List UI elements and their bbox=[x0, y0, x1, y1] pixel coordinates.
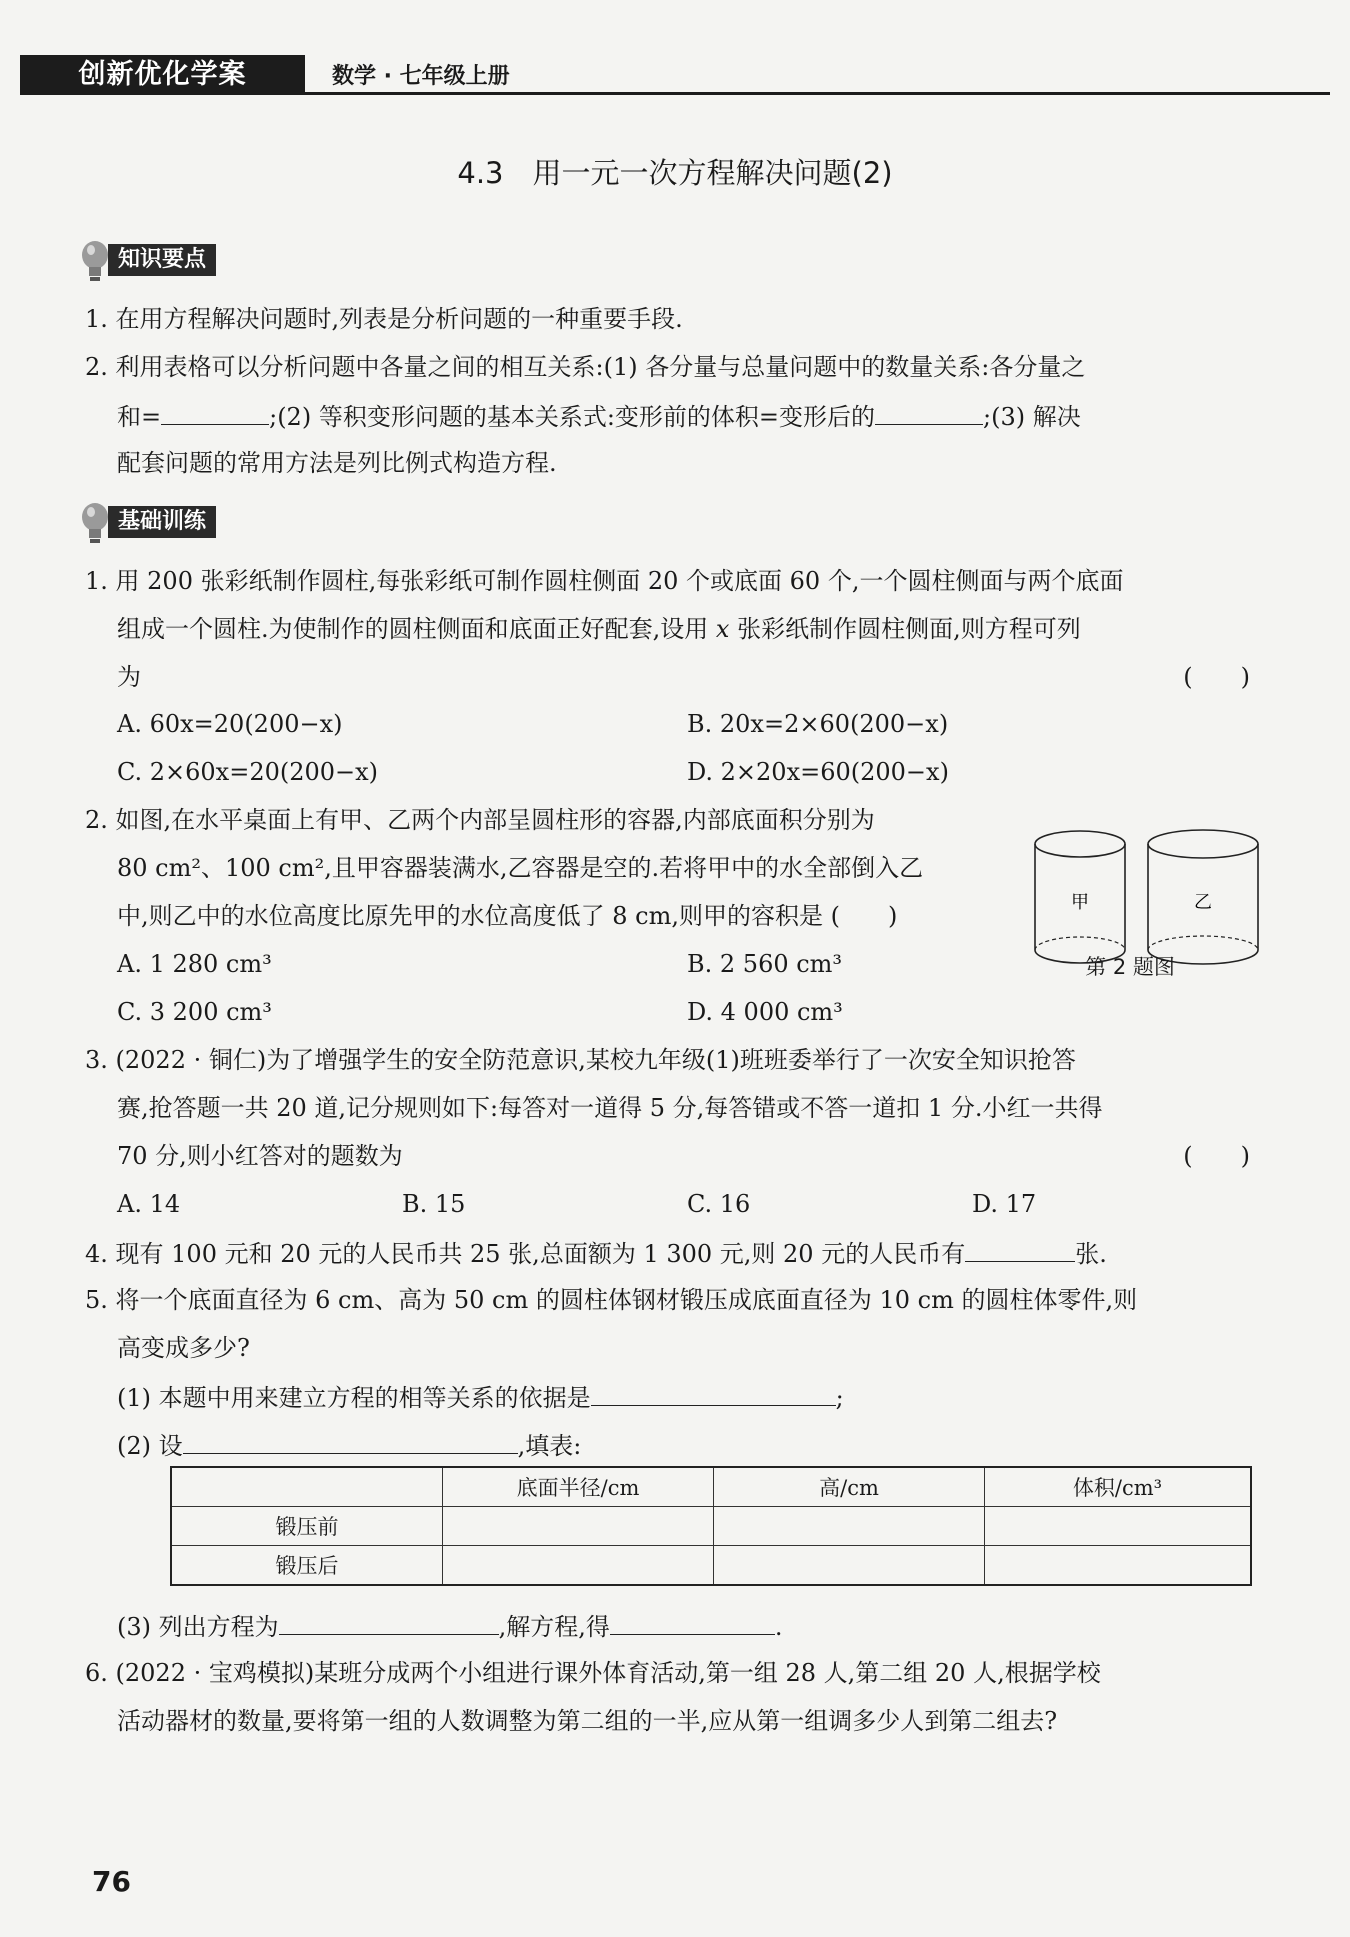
section-label: 基础训练 bbox=[108, 506, 216, 538]
knowledge-point-2-line3: 配套问题的常用方法是列比例式构造方程. bbox=[117, 449, 557, 477]
table-input-cell[interactable] bbox=[985, 1507, 1252, 1546]
answer-blank[interactable] bbox=[610, 1608, 775, 1635]
text: ; bbox=[835, 1384, 844, 1412]
fill-in-table bbox=[170, 1466, 1252, 1586]
figure-caption: 第 2 题图 bbox=[1085, 955, 1175, 979]
q5-sub-3 bbox=[117, 1608, 783, 1644]
text: (1) 本题中用来建立方程的相等关系的依据是 bbox=[117, 1384, 591, 1412]
text: ,填表: bbox=[517, 1432, 582, 1460]
text: . bbox=[774, 1613, 783, 1641]
q3-option-b[interactable]: B. 15 bbox=[402, 1190, 466, 1218]
q2-option-d[interactable]: D. 4 000 cm³ bbox=[687, 998, 843, 1026]
cylinder-label-yi: 乙 bbox=[1194, 892, 1212, 913]
q1-answer-paren[interactable]: ( ) bbox=[1183, 663, 1250, 691]
cylinder-jia bbox=[1035, 831, 1125, 963]
cylinder-yi bbox=[1148, 830, 1258, 964]
lesson-title: 4.3 用一元一次方程解决问题(2) bbox=[457, 156, 893, 190]
q3-answer-paren[interactable]: ( ) bbox=[1183, 1142, 1250, 1170]
table-input-cell[interactable] bbox=[714, 1507, 985, 1546]
text: (3) 列出方程为 bbox=[117, 1613, 279, 1641]
variable: x bbox=[715, 615, 730, 643]
q1-option-c[interactable]: C. 2×60x=20(200−x) bbox=[117, 758, 379, 786]
q6-line-1: 6. (2022 · 宝鸡模拟)某班分成两个小组进行课外体育活动,第一组 28 人,第二组 20 人,根据学校 bbox=[85, 1659, 1101, 1687]
q1-line-2 bbox=[117, 612, 1081, 646]
table-header-cell: 高/cm bbox=[714, 1467, 985, 1507]
knowledge-point-1: 1. 在用方程解决问题时,列表是分析问题的一种重要手段. bbox=[85, 305, 683, 333]
text: 4. 现有 100 元和 20 元的人民币共 25 张,总面额为 1 300 元,则 20 元的人民币有 bbox=[85, 1240, 966, 1268]
table-header-cell: 底面半径/cm bbox=[443, 1467, 714, 1507]
q2-line-1: 2. 如图,在水平桌面上有甲、乙两个内部呈圆柱形的容器,内部底面积分别为 bbox=[85, 806, 875, 834]
q6-line-2: 活动器材的数量,要将第一组的人数调整为第二组的一半,应从第一组调多少人到第二组去? bbox=[117, 1707, 1058, 1735]
text: ;(3) 解决 bbox=[983, 403, 1081, 431]
q1-option-b[interactable]: B. 20x=2×60(200−x) bbox=[687, 710, 949, 738]
table-input-cell[interactable] bbox=[985, 1546, 1252, 1586]
q4-line bbox=[85, 1235, 1107, 1271]
q3-line-1: 3. (2022 · 铜仁)为了增强学生的安全防范意识,某校九年级(1)班班委举行了一次安全知识抢答 bbox=[85, 1046, 1076, 1074]
section-label: 知识要点 bbox=[108, 244, 216, 276]
q3-option-d[interactable]: D. 17 bbox=[972, 1190, 1037, 1218]
q2-line-2: 80 cm²、100 cm²,且甲容器装满水,乙容器是空的.若将甲中的水全部倒入乙 bbox=[117, 854, 924, 882]
table-row bbox=[171, 1546, 1251, 1586]
answer-blank[interactable] bbox=[183, 1427, 518, 1454]
q3-option-a[interactable]: A. 14 bbox=[117, 1190, 181, 1218]
q2-option-c[interactable]: C. 3 200 cm³ bbox=[117, 998, 272, 1026]
text: ;(2) 等积变形问题的基本关系式:变形前的体积=变形后的 bbox=[269, 403, 876, 431]
table-row-label: 锻压前 bbox=[171, 1507, 443, 1546]
q3-option-c[interactable]: C. 16 bbox=[687, 1190, 751, 1218]
answer-blank[interactable] bbox=[965, 1235, 1075, 1262]
brand-title: 创新优化学案 bbox=[78, 59, 247, 90]
table-input-cell[interactable] bbox=[714, 1546, 985, 1586]
text: 张彩纸制作圆柱侧面,则方程可列 bbox=[729, 615, 1081, 643]
text: 和= bbox=[117, 403, 162, 431]
subject-label: 数学 · 七年级上册 bbox=[332, 64, 510, 89]
table-input-cell[interactable] bbox=[443, 1546, 714, 1586]
q2-option-a[interactable]: A. 1 280 cm³ bbox=[117, 950, 272, 978]
q5-line-2: 高变成多少? bbox=[117, 1334, 250, 1362]
q1-option-d[interactable]: D. 2×20x=60(200−x) bbox=[687, 758, 949, 786]
text: 张. bbox=[1075, 1240, 1107, 1268]
text: ,解方程,得 bbox=[498, 1613, 610, 1641]
q1-line-1: 1. 用 200 张彩纸制作圆柱,每张彩纸可制作圆柱侧面 20 个或底面 60 个,一个圆柱侧面与两个底面 bbox=[85, 567, 1124, 595]
knowledge-point-2: 2. 利用表格可以分析问题中各量之间的相互关系:(1) 各分量与总量问题中的数量关系:各分量之 bbox=[85, 353, 1086, 381]
knowledge-point-2-line2 bbox=[117, 398, 1081, 434]
q2-option-b[interactable]: B. 2 560 cm³ bbox=[687, 950, 843, 978]
q3-line-3: 70 分,则小红答对的题数为 bbox=[117, 1142, 403, 1170]
answer-blank[interactable] bbox=[875, 398, 983, 425]
answer-blank[interactable] bbox=[279, 1608, 499, 1635]
table-row-label: 锻压后 bbox=[171, 1546, 443, 1586]
q2-line-3: 中,则乙中的水位高度比原先甲的水位高度低了 8 cm,则甲的容积是 ( ) bbox=[117, 902, 898, 930]
page-number: 76 bbox=[92, 1865, 131, 1898]
q1-line-3: 为 bbox=[117, 663, 141, 691]
table-header-cell bbox=[171, 1467, 443, 1507]
answer-blank[interactable] bbox=[591, 1379, 836, 1406]
header-rule bbox=[20, 92, 1330, 95]
q5-sub-1 bbox=[117, 1379, 844, 1415]
q5-line-1: 5. 将一个底面直径为 6 cm、高为 50 cm 的圆柱体钢材锻压成底面直径为 10 cm 的圆柱体零件,则 bbox=[85, 1286, 1138, 1314]
q1-option-a[interactable]: A. 60x=20(200−x) bbox=[117, 710, 343, 738]
table-row bbox=[171, 1507, 1251, 1546]
table-header-cell: 体积/cm³ bbox=[985, 1467, 1252, 1507]
q5-sub-2 bbox=[117, 1427, 581, 1463]
cylinder-label-jia: 甲 bbox=[1071, 892, 1089, 913]
answer-blank[interactable] bbox=[161, 398, 269, 425]
table-input-cell[interactable] bbox=[443, 1507, 714, 1546]
table-header-row bbox=[171, 1467, 1251, 1507]
text: (2) 设 bbox=[117, 1432, 183, 1460]
text: 组成一个圆柱.为使制作的圆柱侧面和底面正好配套,设用 bbox=[117, 615, 716, 643]
q3-line-2: 赛,抢答题一共 20 道,记分规则如下:每答对一道得 5 分,每答错或不答一道扣 1 分.小红一共得 bbox=[117, 1094, 1103, 1122]
